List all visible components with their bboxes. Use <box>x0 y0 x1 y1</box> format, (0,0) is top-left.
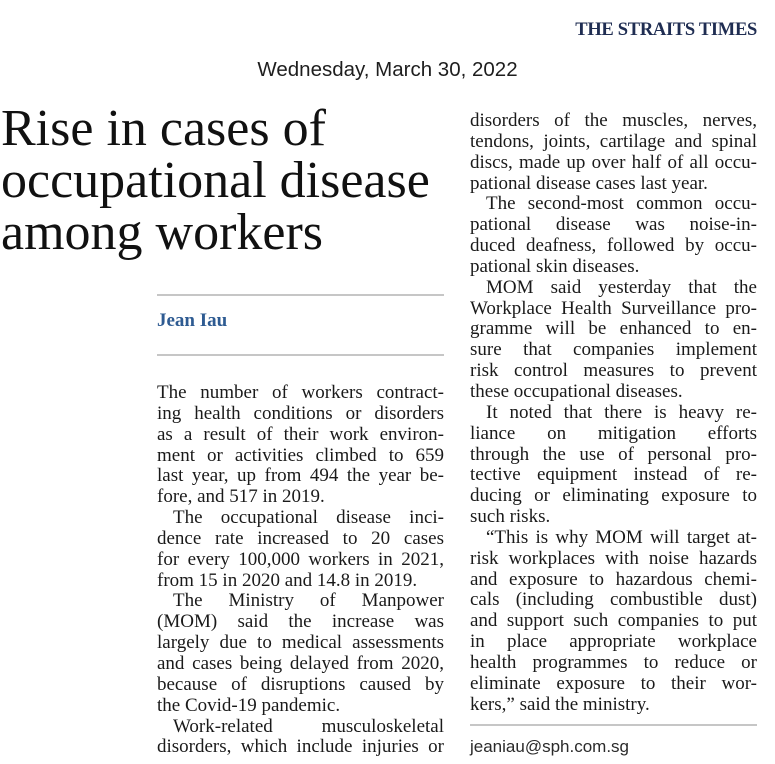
body-line: cals (including combustible dust) <box>470 589 757 611</box>
headline-line: Rise in cases of <box>1 100 326 157</box>
body-column-right <box>470 111 757 715</box>
body-line: “This is why MOM will target at- <box>486 526 757 548</box>
body-line: largely due to medical assessments <box>157 632 444 654</box>
body-line: sure that companies implement <box>470 339 757 361</box>
divider <box>470 724 757 726</box>
body-line: and support such companies to put <box>470 610 757 632</box>
headline <box>1 100 430 261</box>
body-line: health programmes to reduce or <box>470 651 757 673</box>
body-line: discs, made up over half of all occu- <box>470 151 757 173</box>
divider <box>157 354 444 356</box>
body-line: because of disruptions caused by <box>157 673 444 695</box>
body-line: Workplace Health Surveillance pro- <box>470 297 757 319</box>
body-line: for every 100,000 workers in 2021, <box>157 548 444 570</box>
byline: Jean Iau <box>157 310 228 331</box>
body-line: duced deafness, followed by occu- <box>470 235 757 257</box>
body-line: eliminate exposure to their wor- <box>470 672 757 694</box>
body-line: dence rate increased to 20 cases <box>157 527 444 549</box>
body-line: gramme will be enhanced to en- <box>470 318 757 340</box>
body-line: these occupational diseases. <box>470 380 683 402</box>
body-line: risk control measures to prevent <box>470 360 757 382</box>
body-line: pational disease was noise-in- <box>470 214 757 236</box>
body-line: ment or activities climbed to 659 <box>157 444 444 466</box>
body-line: disorders, which include injuries or <box>157 736 444 758</box>
body-line: Work-related musculoskeletal <box>173 715 444 737</box>
headline-line: among workers <box>1 204 324 261</box>
body-line: such risks. <box>470 506 551 528</box>
body-line: tective equipment instead of re- <box>470 464 757 486</box>
body-line: the Covid-19 pandemic. <box>157 694 341 716</box>
body-line: fore, and 517 in 2019. <box>157 486 325 508</box>
body-line: It noted that there is heavy re- <box>486 401 757 423</box>
body-line: risk workplaces with noise hazards <box>470 547 757 569</box>
body-line: disorders of the muscles, nerves, <box>470 110 757 131</box>
body-line: pational disease cases last year. <box>470 172 708 194</box>
body-line: (MOM) said the increase was <box>157 611 444 633</box>
body-line: The number of workers contract- <box>157 382 444 403</box>
body-line: pational skin diseases. <box>470 255 640 277</box>
body-line: The Ministry of Manpower <box>173 590 444 612</box>
body-line: ing health conditions or disorders <box>157 402 444 424</box>
body-line: in place appropriate workplace <box>470 631 757 653</box>
body-line: and exposure to hazardous chemi- <box>470 568 757 590</box>
body-line: liance on mitigation efforts <box>470 422 757 444</box>
headline-line: occupational disease <box>1 152 430 209</box>
body-line: as a result of their work environ- <box>157 423 444 445</box>
body-line: from 15 in 2020 and 14.8 in 2019. <box>157 569 418 591</box>
publication-date: Wednesday, March 30, 2022 <box>257 58 518 81</box>
body-line: tendons, joints, cartilage and spinal <box>470 130 757 152</box>
author-email: jeaniau@sph.com.sg <box>470 737 630 756</box>
body-line: kers,” said the ministry. <box>470 693 650 715</box>
body-line: MOM said yesterday that the <box>486 276 757 298</box>
body-line: last year, up from 494 the year be- <box>157 465 444 487</box>
body-line: and cases being delayed from 2020, <box>157 652 444 674</box>
body-line: through the use of personal pro- <box>470 443 757 465</box>
divider <box>157 294 444 296</box>
body-line: ducing or eliminating exposure to <box>470 485 757 507</box>
body-column-left <box>157 383 444 758</box>
body-line: The occupational disease inci- <box>173 507 444 529</box>
masthead: THE STRAITS TIMES <box>575 20 757 40</box>
body-line: The second-most common occu- <box>486 193 757 215</box>
